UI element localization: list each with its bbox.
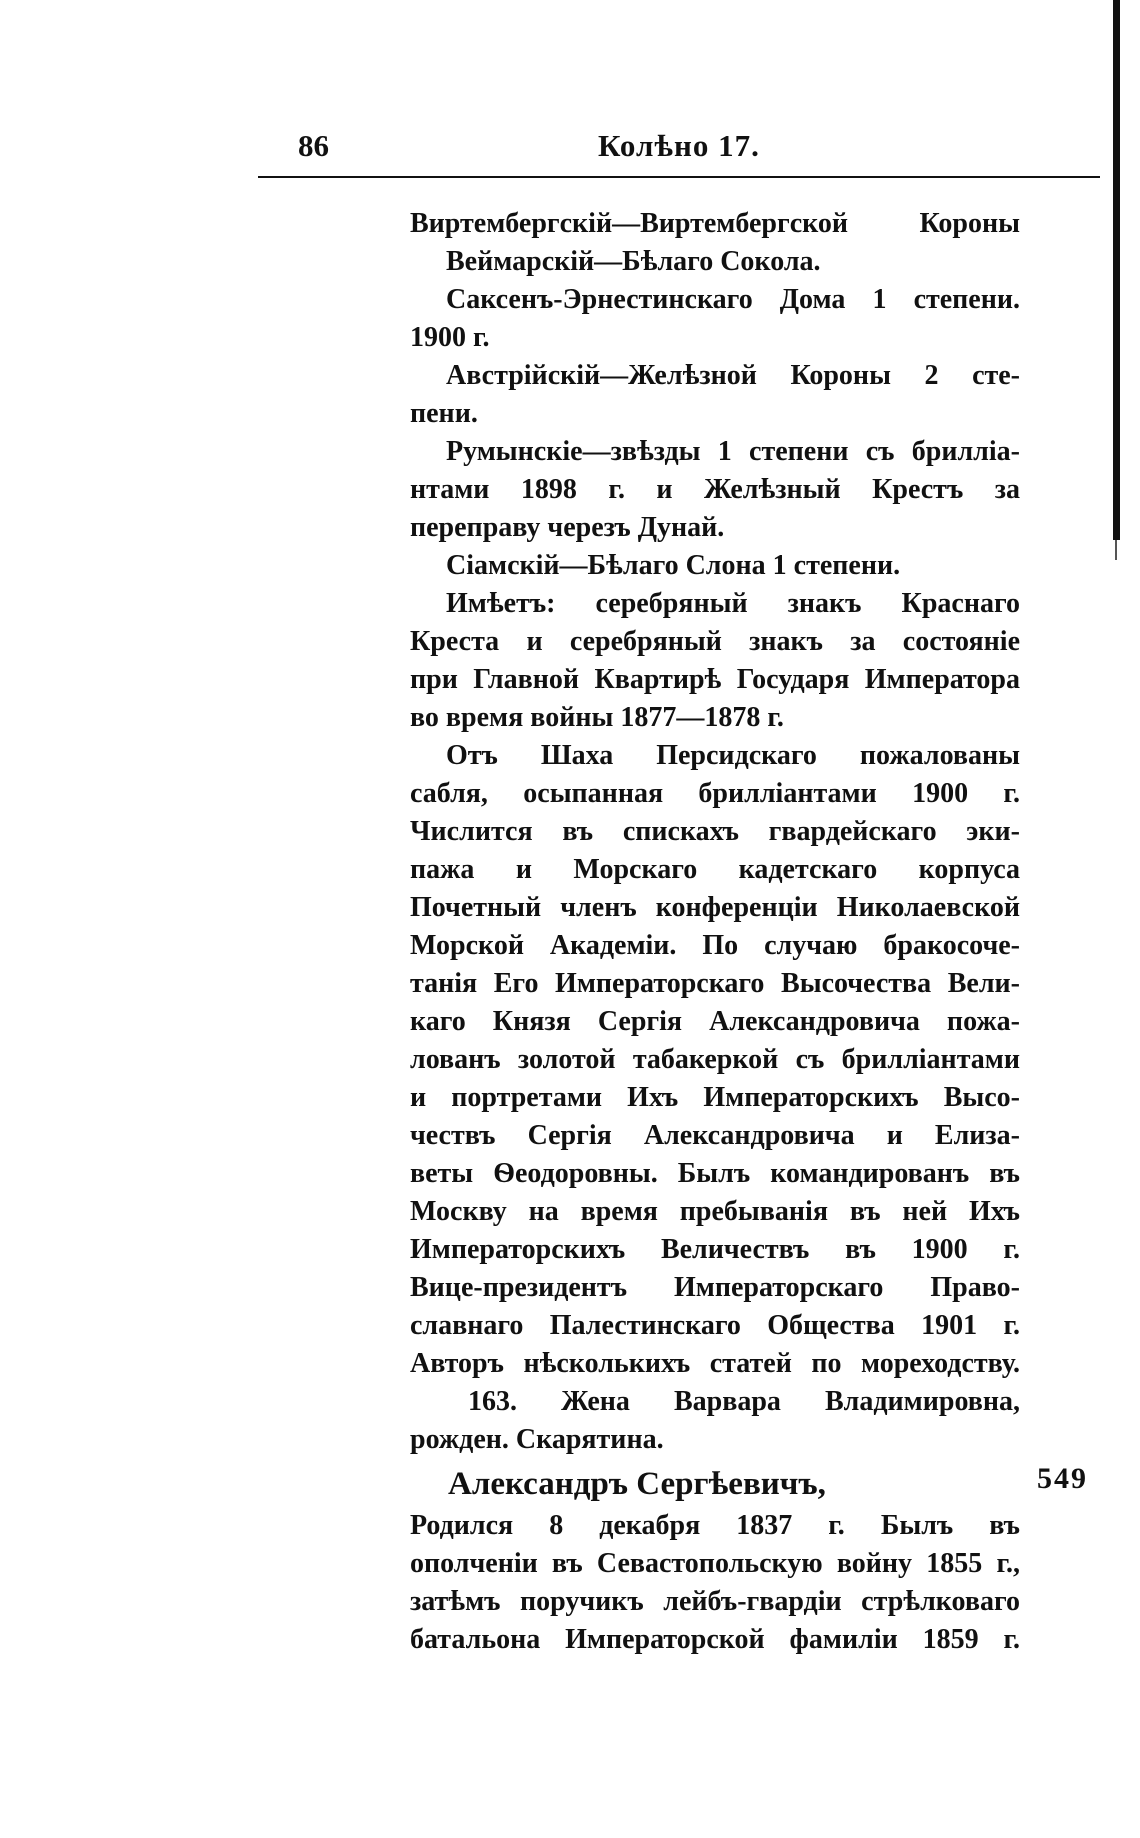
text-line: рожден. Скарятина. bbox=[410, 1424, 664, 1455]
text-line: во время войны 1877—1878 г. bbox=[410, 702, 784, 733]
body-text bbox=[410, 205, 1020, 1659]
text-line: каго Князя Сергія Александровича пожа- bbox=[410, 1006, 1020, 1037]
text-line: Числится въ спискахъ гвардейскаго эки- bbox=[410, 816, 1020, 847]
text-line: Веймарскій—Бѣлаго Сокола. bbox=[446, 246, 821, 277]
text-line: Виртембергскій—Виртембергской Короны bbox=[410, 208, 1020, 239]
text-line: Австрійскій—Желѣзной Короны 2 сте- bbox=[446, 360, 1020, 391]
text-line: пажа и Морскаго кадетскаго корпуса bbox=[410, 854, 1020, 885]
text-line: танія Его Императорскаго Высочества Вели- bbox=[410, 968, 1020, 999]
text-line: Родился 8 декабря 1837 г. Былъ въ bbox=[410, 1510, 1020, 1541]
text-line: Сіамскій—Бѣлаго Слона 1 степени. bbox=[446, 550, 901, 581]
text-line: при Главной Квартирѣ Государя Императора bbox=[410, 664, 1020, 695]
text-line: веты Ѳеодоровны. Былъ командированъ въ bbox=[410, 1158, 1020, 1189]
text-line: лованъ золотой табакеркой съ брилліантами bbox=[410, 1044, 1020, 1075]
text-line: и портретами Ихъ Императорскихъ Высо- bbox=[410, 1082, 1020, 1113]
text-line: славнаго Палестинскаго Общества 1901 г. bbox=[410, 1310, 1020, 1341]
text-line: Почетный членъ конференціи Николаевской bbox=[410, 892, 1020, 923]
text-line: Москву на время пребыванія въ ней Ихъ bbox=[410, 1196, 1020, 1227]
text-line: Имѣетъ: серебряный знакъ Краснаго bbox=[446, 588, 1020, 619]
text-line: ополченіи въ Севастопольскую войну 1855 г., bbox=[410, 1548, 1020, 1579]
text-line: сабля, осыпанная брилліантами 1900 г. bbox=[410, 778, 1020, 809]
text-line: Вице-президентъ Императорскаго Право- bbox=[410, 1272, 1020, 1303]
page-edge-mark bbox=[1115, 540, 1117, 560]
text-line: батальона Императорской фамиліи 1859 г. bbox=[410, 1624, 1020, 1655]
text-line: Саксенъ-Эрнестинскаго Дома 1 степени. bbox=[446, 284, 1020, 315]
text-line: Императорскихъ Величествъ въ 1900 г. bbox=[410, 1234, 1020, 1265]
running-head bbox=[258, 128, 1100, 172]
header-rule bbox=[258, 176, 1100, 178]
text-line: Румынскіе—звѣзды 1 степени съ брилліа- bbox=[446, 436, 1020, 467]
text-line: 1900 г. bbox=[410, 322, 490, 353]
text-line: Авторъ нѣсколькихъ статей по мореходству. bbox=[410, 1348, 1020, 1379]
text-line: нтами 1898 г. и Желѣзный Крестъ за bbox=[410, 474, 1020, 505]
text-line: Креста и серебряный знакъ за состояніе bbox=[410, 626, 1020, 657]
entry-heading: Александръ Сергѣевичъ, bbox=[448, 1466, 826, 1502]
text-line: переправу черезъ Дунай. bbox=[410, 512, 725, 543]
text-line: 163. Жена Варвара Владимировна, bbox=[468, 1386, 1020, 1417]
text-line: Морской Академіи. По случаю бракосоче- bbox=[410, 930, 1020, 961]
page-edge-bar bbox=[1113, 0, 1120, 540]
text-line: пени. bbox=[410, 398, 478, 429]
text-line: чествъ Сергія Александровича и Елиза- bbox=[410, 1120, 1020, 1151]
text-line: Отъ Шаха Персидскаго пожалованы bbox=[446, 740, 1020, 771]
running-title: Колѣно 17. bbox=[598, 128, 760, 163]
text-line: затѣмъ поручикъ лейбъ-гвардіи стрѣлковаго bbox=[410, 1586, 1020, 1617]
entry-number: 549 bbox=[1037, 1462, 1088, 1495]
page-number: 86 bbox=[298, 128, 329, 163]
